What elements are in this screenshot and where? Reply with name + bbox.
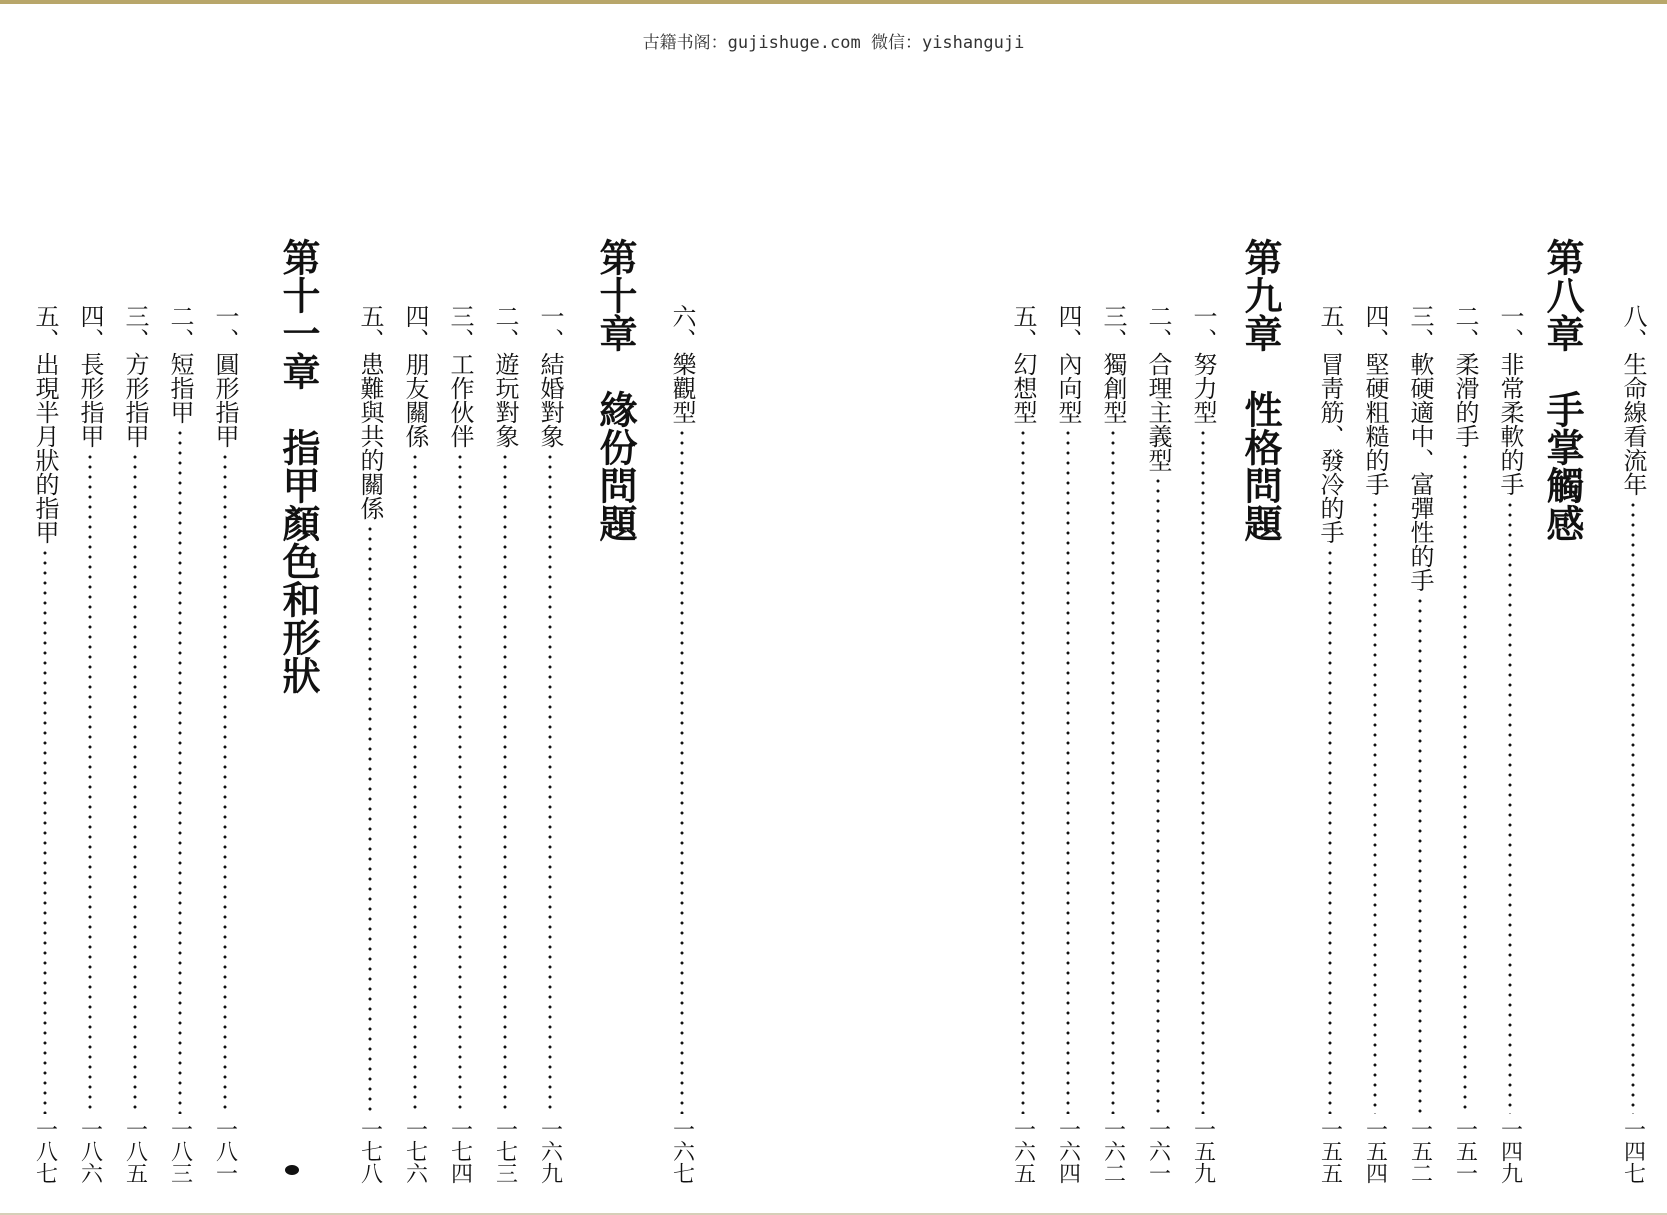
entry-title: 冒靑筋、發冷的手 [1316, 352, 1344, 544]
dot-leader [548, 452, 552, 1114]
entry-title: 非常柔軟的手 [1496, 352, 1524, 496]
entry-number: 四、 [1361, 304, 1389, 352]
entry-number: 二、 [1451, 304, 1479, 352]
entry-page: 一七三 [492, 1118, 518, 1184]
entry-title: 出現半月狀的指甲 [31, 352, 59, 544]
entry-page: 一八一 [212, 1118, 238, 1184]
dot-leader [1328, 548, 1332, 1114]
entry-page: 一五九 [1190, 1118, 1216, 1184]
entry-title: 軟硬適中、富彈性的手 [1406, 352, 1434, 592]
entry-title: 結婚對象 [536, 352, 564, 448]
dot-leader [223, 452, 227, 1114]
toc-entry[interactable] [1315, 304, 1345, 1184]
entry-page: 一七四 [447, 1118, 473, 1184]
chapter-heading: 第十一章 指甲顏色和形狀 [276, 238, 321, 694]
entry-page: 一六五 [1010, 1118, 1036, 1184]
entry-page: 一七六 [402, 1118, 428, 1184]
toc-entry[interactable] [400, 304, 430, 1184]
toc-entry[interactable] [1143, 304, 1173, 1184]
toc-entry[interactable] [1360, 304, 1390, 1184]
toc-entry[interactable] [535, 304, 565, 1184]
toc-entry[interactable] [1495, 304, 1525, 1184]
entry-page: 一八七 [32, 1118, 58, 1184]
dot-leader [1418, 596, 1422, 1114]
entry-number: 一、 [1496, 304, 1524, 352]
entry-number: 五、 [31, 304, 59, 352]
entry-number: 五、 [1009, 304, 1037, 352]
chapter-heading: 第八章 手掌觸感 [1540, 238, 1585, 542]
entry-number: 三、 [446, 304, 474, 352]
entry-page: 一八六 [77, 1118, 103, 1184]
entry-number: 二、 [491, 304, 519, 352]
entry-title: 工作伙伴 [446, 352, 474, 448]
dot-leader [458, 452, 462, 1114]
entry-title: 生命線看流年 [1619, 352, 1647, 496]
entry-page: 一六九 [537, 1118, 563, 1184]
toc-entry[interactable] [490, 304, 520, 1184]
entry-title: 努力型 [1189, 352, 1217, 424]
entry-title: 方形指甲 [121, 352, 149, 448]
entry-title: 患難與共的關係 [356, 352, 384, 520]
dot-leader [413, 452, 417, 1114]
toc-entry[interactable] [75, 304, 105, 1184]
entry-number: 三、 [1406, 304, 1434, 352]
dot-leader [1631, 500, 1635, 1114]
entry-number: 一、 [1189, 304, 1217, 352]
entry-title: 幻想型 [1009, 352, 1037, 424]
dot-leader [88, 452, 92, 1114]
entry-title: 圓形指甲 [211, 352, 239, 448]
entry-page: 一六一 [1145, 1118, 1171, 1184]
entry-title: 堅硬粗糙的手 [1361, 352, 1389, 496]
entry-number: 五、 [1316, 304, 1344, 352]
dot-leader [1373, 500, 1377, 1114]
watermark-text: 古籍书阁：gujishuge.com 微信：yishanguji [642, 33, 1025, 53]
entry-page: 一六七 [669, 1118, 695, 1184]
dot-leader [178, 428, 182, 1114]
entry-number: 二、 [166, 304, 194, 352]
entry-title: 短指甲 [166, 352, 194, 424]
entry-page: 一八五 [122, 1118, 148, 1184]
entry-title: 柔滑的手 [1451, 352, 1479, 448]
dot-leader [1201, 428, 1205, 1114]
ink-dot-mark [285, 1165, 299, 1175]
entry-number: 四、 [76, 304, 104, 352]
entry-number: 六、 [668, 304, 696, 352]
entry-number: 二、 [1144, 304, 1172, 352]
toc-entry[interactable] [1053, 304, 1083, 1184]
dot-leader [1021, 428, 1025, 1114]
toc-entry[interactable] [120, 304, 150, 1184]
entry-page: 一五五 [1317, 1118, 1343, 1184]
toc-entry[interactable] [165, 304, 195, 1184]
entry-page: 一五一 [1452, 1118, 1478, 1184]
entry-page: 一七八 [357, 1118, 383, 1184]
toc-entry[interactable] [210, 304, 240, 1184]
entry-page: 一六四 [1055, 1118, 1081, 1184]
entry-number: 三、 [1099, 304, 1127, 352]
entry-page: 一四九 [1497, 1118, 1523, 1184]
dot-leader [133, 452, 137, 1114]
toc-entry[interactable] [30, 304, 60, 1184]
toc-entry[interactable] [1405, 304, 1435, 1184]
toc-entry[interactable] [667, 304, 697, 1184]
entry-page: 一六二 [1100, 1118, 1126, 1184]
dot-leader [680, 428, 684, 1114]
entry-number: 四、 [401, 304, 429, 352]
toc-entry[interactable] [1008, 304, 1038, 1184]
entry-title: 樂觀型 [668, 352, 696, 424]
toc-entry[interactable] [445, 304, 475, 1184]
entry-number: 八、 [1619, 304, 1647, 352]
entry-page: 一五四 [1362, 1118, 1388, 1184]
dot-leader [1066, 428, 1070, 1114]
chapter-heading: 第九章 性格問題 [1238, 238, 1283, 542]
entry-title: 獨創型 [1099, 352, 1127, 424]
toc-entry[interactable] [1098, 304, 1128, 1184]
dot-leader [368, 524, 372, 1114]
entry-number: 四、 [1054, 304, 1082, 352]
entry-number: 三、 [121, 304, 149, 352]
chapter-heading: 第十章 緣份問題 [593, 238, 638, 542]
dot-leader [43, 548, 47, 1114]
toc-entry[interactable] [1618, 304, 1648, 1184]
dot-leader [1111, 428, 1115, 1114]
entry-number: 一、 [536, 304, 564, 352]
dot-leader [1463, 452, 1467, 1114]
entry-number: 一、 [211, 304, 239, 352]
entry-title: 遊玩對象 [491, 352, 519, 448]
toc-entry[interactable] [1188, 304, 1218, 1184]
entry-number: 五、 [356, 304, 384, 352]
toc-entry[interactable] [355, 304, 385, 1184]
toc-entry[interactable] [1450, 304, 1480, 1184]
dot-leader [503, 452, 507, 1114]
top-border [0, 0, 1667, 4]
entry-title: 長形指甲 [76, 352, 104, 448]
entry-title: 合理主義型 [1144, 352, 1172, 472]
entry-title: 朋友關係 [401, 352, 429, 448]
dot-leader [1508, 500, 1512, 1114]
entry-page: 一五二 [1407, 1118, 1433, 1184]
dot-leader [1156, 476, 1160, 1114]
entry-page: 一四七 [1620, 1118, 1646, 1184]
entry-page: 一八三 [167, 1118, 193, 1184]
entry-title: 內向型 [1054, 352, 1082, 424]
